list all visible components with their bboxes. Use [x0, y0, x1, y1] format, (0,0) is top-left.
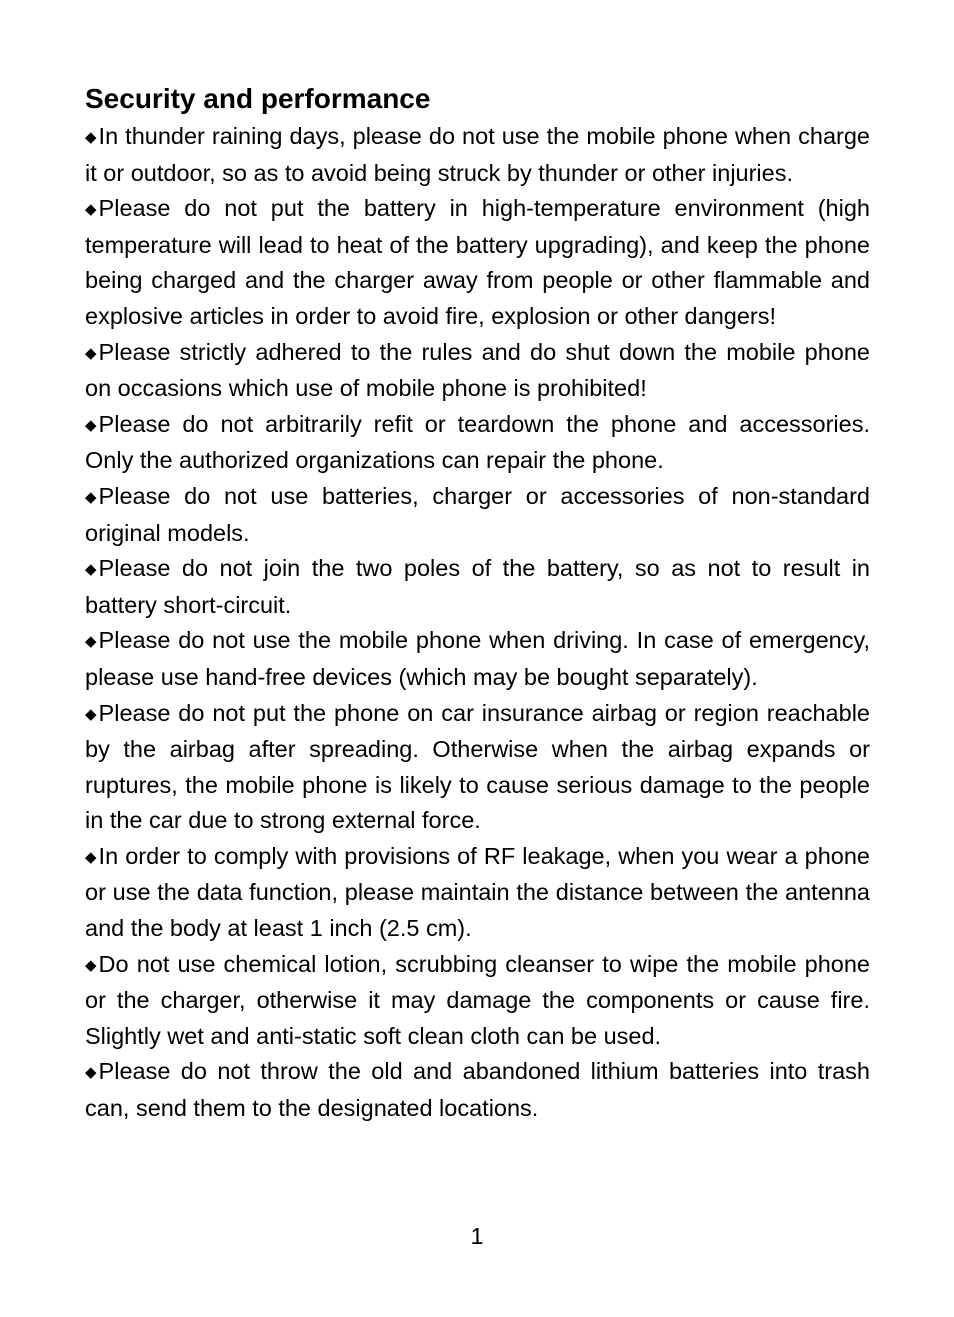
- safety-item-10: [85, 947, 870, 1055]
- safety-item-text: Please strictly adhered to the rules and do shut down the mobile phone on occasions which use of mobile phone is prohibited!: [85, 338, 870, 402]
- safety-item-1: [85, 119, 870, 191]
- diamond-bullet-icon: ◆: [85, 633, 97, 651]
- safety-item-8: [85, 696, 870, 839]
- diamond-bullet-icon: ◆: [85, 488, 97, 506]
- diamond-bullet-icon: ◆: [85, 416, 97, 434]
- safety-item-text: Please do not put the phone on car insurance airbag or region reachable by the airbag after spreading. Otherwise when the airbag expands or ruptures, the mobile phone is likely to cause serious damage to the people in the car due to strong external force.: [85, 699, 870, 834]
- safety-item-text: Please do not arbitrarily refit or teardown the phone and accessories. Only the authorized organizations can repair the phone.: [85, 410, 870, 474]
- safety-item-text: Please do not use batteries, charger or accessories of non-standard original models.: [85, 482, 870, 546]
- diamond-bullet-icon: ◆: [85, 705, 97, 723]
- safety-item-text: Please do not join the two poles of the battery, so as not to result in battery short-circuit.: [85, 555, 870, 618]
- safety-item-3: [85, 335, 870, 407]
- diamond-bullet-icon: ◆: [85, 344, 97, 362]
- safety-item-text: Please do not put the battery in high-temperature environment (high temperature will lead to heat of the battery upgrading), and keep the phone being charged and the charger away from people or other flammable and explosive articles in order to avoid fire, explosion or other dangers!: [85, 195, 870, 329]
- safety-item-2: [85, 191, 870, 334]
- section-title: Security and performance: [85, 83, 431, 114]
- diamond-bullet-icon: ◆: [85, 848, 97, 866]
- diamond-bullet-icon: ◆: [85, 561, 97, 579]
- diamond-bullet-icon: ◆: [85, 129, 97, 146]
- safety-item-text: Please do not throw the old and abandoned lithium batteries into trash can, send them to the designated locations.: [85, 1058, 870, 1122]
- safety-item-text: Please do not use the mobile phone when driving. In case of emergency, please use hand-free devices (which may be bought separately).: [85, 627, 870, 690]
- safety-item-7: [85, 623, 870, 695]
- safety-item-text: Do not use chemical lotion, scrubbing cleanser to wipe the mobile phone or the charger, otherwise it may damage the components or cause fire. Slightly wet and anti-static soft clean cloth can be used.: [85, 950, 870, 1049]
- diamond-bullet-icon: ◆: [85, 201, 97, 219]
- page-number: 1: [470, 1223, 484, 1249]
- safety-item-6: [85, 551, 870, 623]
- safety-item-9: [85, 839, 870, 947]
- safety-item-5: [85, 479, 870, 551]
- document-page: [85, 80, 870, 1127]
- safety-item-4: [85, 407, 870, 479]
- safety-item-text: In order to comply with provisions of RF leakage, when you wear a phone or use the data function, please maintain the distance between the antenna and the body at least 1 inch (2.5 cm).: [85, 842, 870, 942]
- safety-item-text: In thunder raining days, please do not use the mobile phone when charge it or outdoor, so as to avoid being struck by thunder or other injuries.: [85, 123, 870, 186]
- diamond-bullet-icon: ◆: [85, 1064, 97, 1082]
- safety-item-11: [85, 1054, 870, 1126]
- diamond-bullet-icon: ◆: [85, 956, 97, 974]
